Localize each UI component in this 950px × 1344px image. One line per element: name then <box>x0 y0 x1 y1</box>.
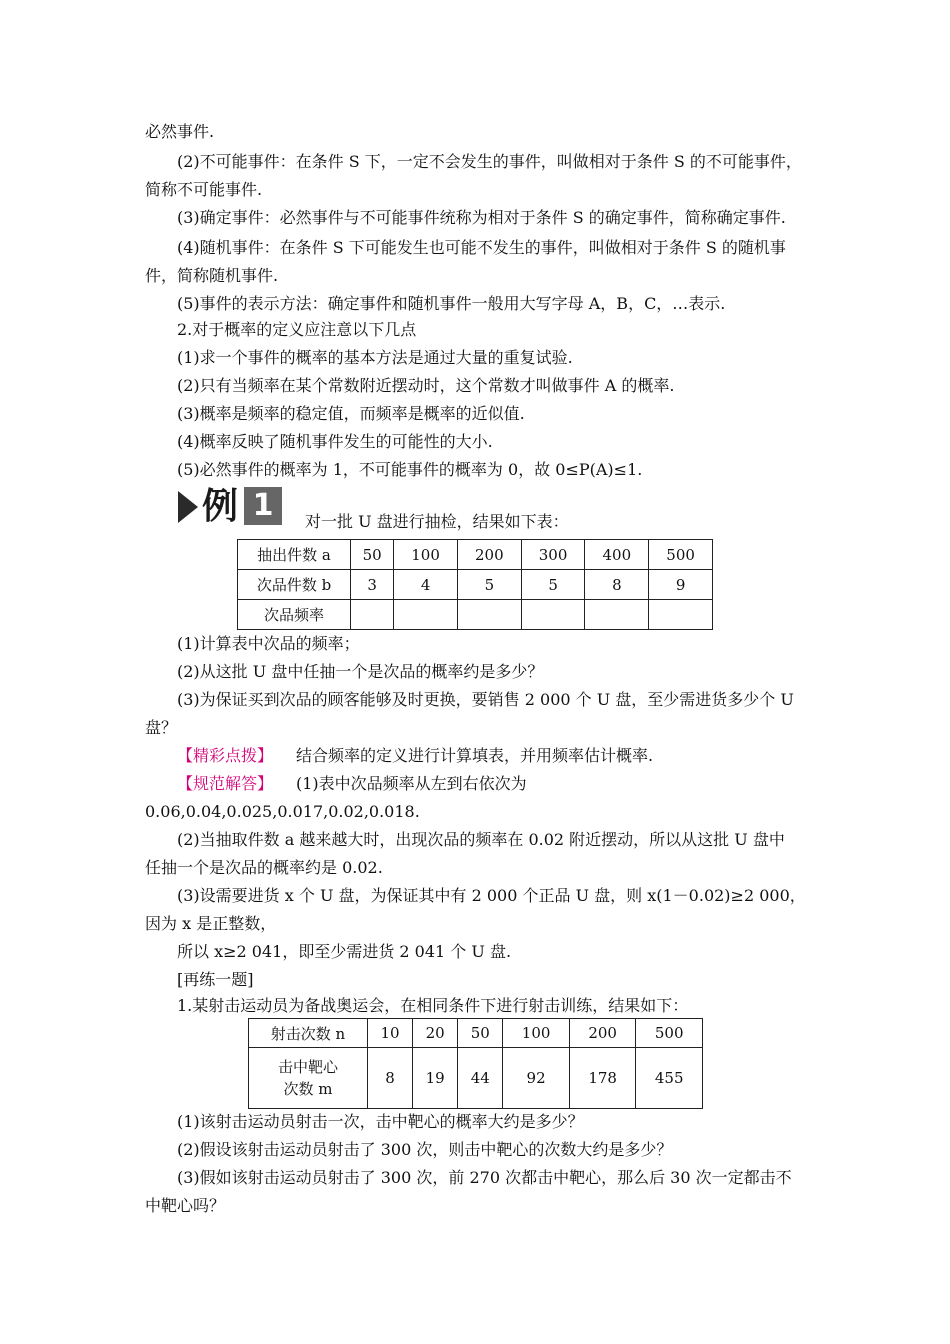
example-badge <box>178 485 286 527</box>
text-line: 件，简称随机事件. <box>145 266 279 285</box>
question-line: (2)从这批 U 盘中任抽一个是次品的概率约是多少？ <box>177 662 544 681</box>
table-cell <box>249 1048 368 1109</box>
table-cell: 200 <box>569 1019 636 1048</box>
practice-title: [再练一题] <box>177 970 254 989</box>
text-line: (1)求一个事件的概率的基本方法是通过大量的重复试验. <box>177 348 573 367</box>
table-row <box>238 600 713 630</box>
table-cell: 8 <box>585 570 649 600</box>
table-cell: 100 <box>503 1019 570 1048</box>
question-line: (1)计算表中次品的频率； <box>177 634 360 653</box>
answer-label: 【规范解答】 <box>177 774 274 793</box>
table-cell <box>394 600 458 630</box>
table-cell: 44 <box>458 1048 503 1109</box>
table-cell: 5 <box>521 570 585 600</box>
table-cell: 400 <box>585 540 649 570</box>
answer-line: (3)设需要进货 x 个 U 盘，为保证其中有 2 000 个正品 U 盘，则 x(1－0.02)≥2 000， <box>177 886 806 905</box>
table-cell: 500 <box>649 540 713 570</box>
answer-line: 所以 x≥2 041，即至少需进货 2 041 个 U 盘. <box>177 942 512 961</box>
text-line: (3)概率是频率的稳定值，而频率是概率的近似值. <box>177 404 525 423</box>
shooting-table <box>248 1018 703 1109</box>
table-cell <box>457 600 521 630</box>
triangle-marker-icon <box>178 491 198 523</box>
table-cell: 200 <box>457 540 521 570</box>
text-line: (4)随机事件：在条件 S 下可能发生也可能不发生的事件，叫做相对于条件 S 的随机事 <box>177 238 786 257</box>
table-cell: 178 <box>569 1048 636 1109</box>
text-line: (2)不可能事件：在条件 S 下，一定不会发生的事件，叫做相对于条件 S 的不可能事件， <box>177 152 802 171</box>
table-cell <box>521 600 585 630</box>
table-cell <box>351 600 394 630</box>
table-cell: 8 <box>368 1048 413 1109</box>
table-cell: 射击次数 n <box>249 1019 368 1048</box>
table-cell: 50 <box>458 1019 503 1048</box>
table-cell: 抽出件数 a <box>238 540 351 570</box>
practice-problem: 1.某射击运动员为备战奥运会，在相同条件下进行射击训练，结果如下： <box>177 996 689 1015</box>
table-cell: 300 <box>521 540 585 570</box>
text-line: 简称不可能事件. <box>145 180 263 199</box>
table-cell: 5 <box>457 570 521 600</box>
table-row <box>238 570 713 600</box>
table-cell: 9 <box>649 570 713 600</box>
answer-line: (2)当抽取件数 a 越来越大时，出现次品的频率在 0.02 附近摆动，所以从这批 U 盘中 <box>177 830 785 849</box>
question-line: (3)为保证买到次品的顾客能够及时更换，要销售 2 000 个 U 盘，至少需进货多少个 U <box>177 690 794 709</box>
table-row <box>249 1019 703 1048</box>
table-cell: 455 <box>636 1048 703 1109</box>
table-cell: 次品频率 <box>238 600 351 630</box>
question-line: (1)该射击运动员射击一次，击中靶心的概率大约是多少？ <box>177 1112 584 1131</box>
table-cell: 20 <box>413 1019 458 1048</box>
section-heading: 2.对于概率的定义应注意以下几点 <box>177 320 417 339</box>
table-cell: 500 <box>636 1019 703 1048</box>
table-cell: 100 <box>394 540 458 570</box>
table-cell: 10 <box>368 1019 413 1048</box>
text-line: (4)概率反映了随机事件发生的可能性的大小. <box>177 432 493 451</box>
question-line: 盘？ <box>145 718 178 737</box>
question-line: (2)假设该射击运动员射击了 300 次，则击中靶心的次数大约是多少？ <box>177 1140 673 1159</box>
hint-label: 【精彩点拨】 <box>177 746 274 765</box>
text-line: (5)事件的表示方法：确定事件和随机事件一般用大写字母 A，B，C，…表示. <box>177 294 726 313</box>
table-cell: 次品件数 b <box>238 570 351 600</box>
table-cell: 19 <box>413 1048 458 1109</box>
table-row <box>238 540 713 570</box>
table-cell: 3 <box>351 570 394 600</box>
table-cell <box>649 600 713 630</box>
sampling-table <box>237 539 713 630</box>
example-badge-char: 例 <box>202 485 239 527</box>
question-line: (3)假如该射击运动员射击了 300 次，前 270 次都击中靶心，那么后 30 次一定都击不 <box>177 1168 792 1187</box>
table-cell <box>585 600 649 630</box>
text-line: (2)只有当频率在某个常数附近摆动时，这个常数才叫做事件 A 的概率. <box>177 376 675 395</box>
table-cell-line: 击中靶心 <box>277 1058 338 1076</box>
text-line: 必然事件. <box>145 122 215 141</box>
hint-text: 结合频率的定义进行计算填表，并用频率估计概率. <box>296 746 654 765</box>
text-line: (5)必然事件的概率为 1，不可能事件的概率为 0，故 0≤P(A)≤1. <box>177 460 643 479</box>
answer-line: 0.06,0.04,0.025,0.017,0.02,0.018. <box>145 802 420 821</box>
answer-line: (1)表中次品频率从左到右依次为 <box>296 774 527 793</box>
answer-line: 任抽一个是次品的概率约是 0.02. <box>145 858 383 877</box>
example-intro: 对一批 U 盘进行抽检，结果如下表： <box>305 512 569 531</box>
table-cell: 92 <box>503 1048 570 1109</box>
example-badge-number: 1 <box>244 487 282 525</box>
table-cell: 50 <box>351 540 394 570</box>
table-cell-line: 次数 m <box>283 1080 333 1098</box>
table-cell: 4 <box>394 570 458 600</box>
question-line: 中靶心吗？ <box>145 1196 226 1215</box>
answer-line: 因为 x 是正整数， <box>145 914 277 933</box>
table-row <box>249 1048 703 1109</box>
text-line: (3)确定事件：必然事件与不可能事件统称为相对于条件 S 的确定事件，简称确定事件. <box>177 208 786 227</box>
